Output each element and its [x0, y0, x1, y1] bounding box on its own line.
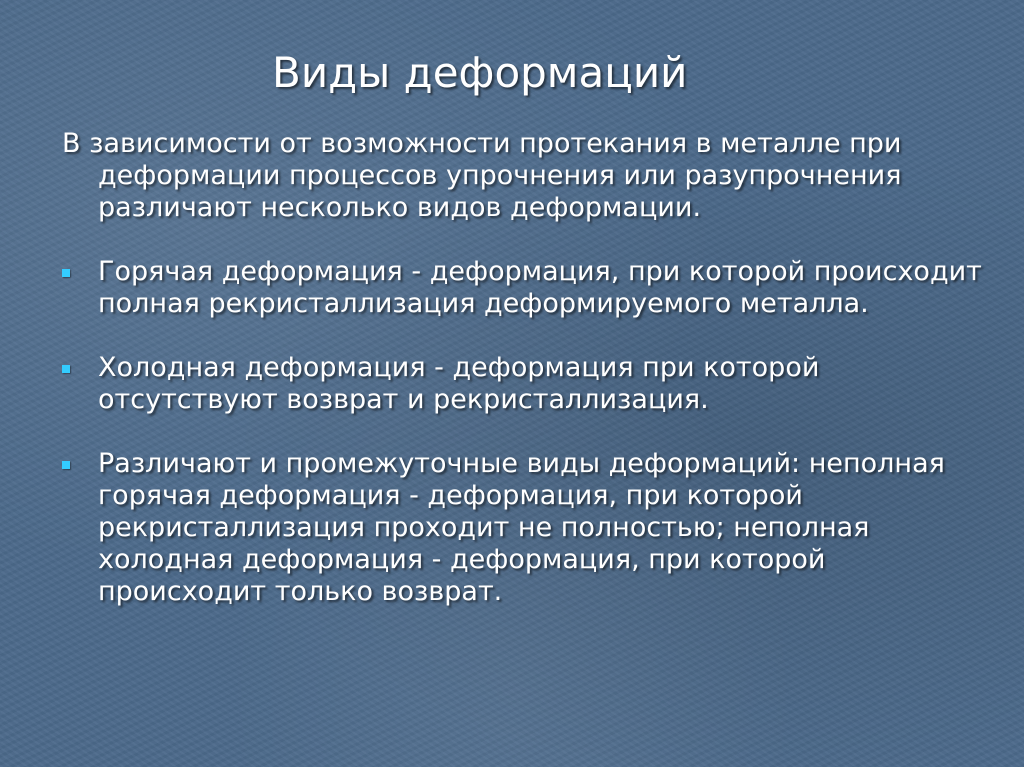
- bullet-list: [62, 256, 982, 608]
- slide-title: Виды деформаций: [272, 48, 688, 97]
- slide-body: [62, 128, 982, 640]
- bullet-item-intermediate-deformation: [62, 448, 982, 608]
- bullet-item-cold-deformation: [62, 352, 982, 416]
- bullet-text: Холодная деформация - деформация при которой отсутствуют возврат и рекристаллизация.: [98, 352, 820, 415]
- square-bullet-icon: [62, 269, 70, 277]
- square-bullet-icon: [62, 461, 70, 469]
- square-bullet-icon: [62, 365, 70, 373]
- bullet-text: Горячая деформация - деформация, при которой происходит полная рекристаллизация деформируемого металла.: [98, 256, 982, 319]
- bullet-item-hot-deformation: [62, 256, 982, 320]
- intro-paragraph: В зависимости от возможности протекания в металле при деформации процессов упрочнения или разупрочнения различают несколько видов деформации.: [62, 128, 902, 223]
- bullet-text: Различают и промежуточные виды деформаций: неполная горячая деформация - деформация, при которой рекристаллизация проходит не полностью; неполная холодная деформация - деформация, при которой происходит только возврат.: [98, 448, 945, 607]
